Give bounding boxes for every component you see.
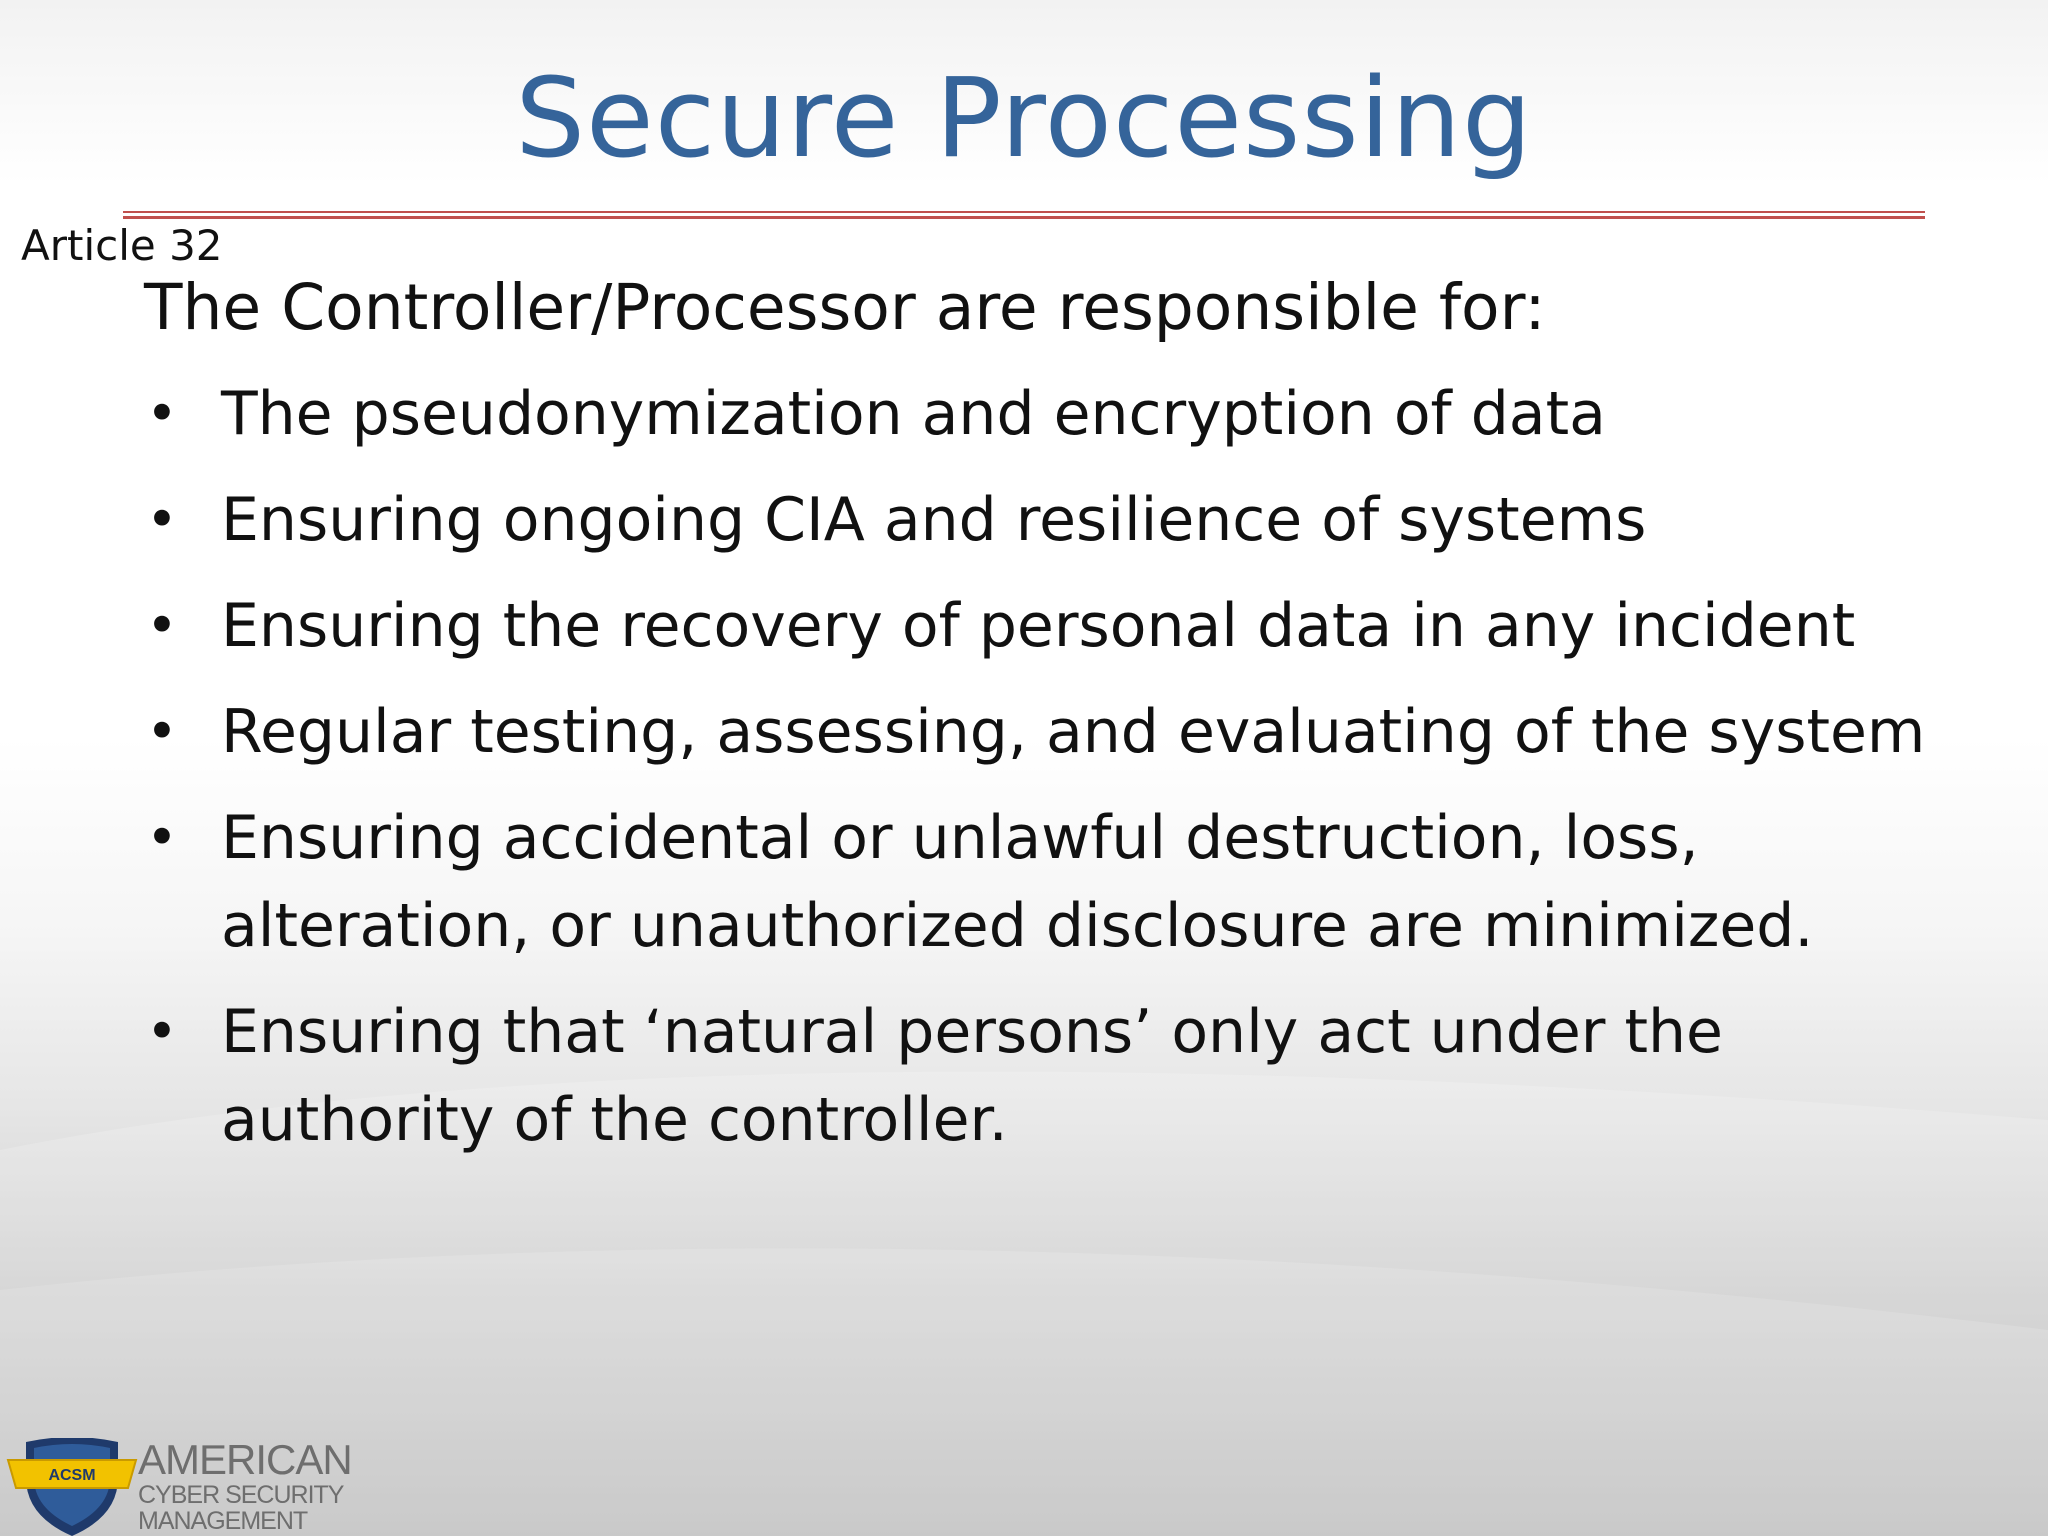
bullet-list	[144, 370, 2004, 1182]
logo-wordmark	[138, 1438, 352, 1534]
list-item	[144, 370, 2004, 458]
list-item	[144, 582, 2004, 670]
intro-text: The Controller/Processor are responsible for:	[144, 271, 1546, 344]
article-reference: Article 32	[21, 221, 223, 270]
logo-line-2: CYBER SECURITY	[138, 1481, 344, 1509]
slide-title: Secure Processing	[515, 54, 1533, 182]
logo-line-3: MANAGEMENT	[138, 1507, 308, 1535]
bullet-icon: •	[146, 488, 178, 551]
logo-badge-text: ACSM	[48, 1467, 96, 1484]
bullet-icon: •	[146, 806, 178, 869]
list-item	[144, 476, 2004, 564]
bullet-text: Ensuring accidental or unlawful destruction, loss, alteration, or unauthorized disclosure are minimized.	[221, 803, 1814, 961]
company-logo	[6, 1436, 352, 1536]
shield-icon	[6, 1438, 138, 1536]
list-item	[144, 688, 2004, 776]
bullet-icon: •	[146, 1000, 178, 1063]
bullet-text: Ensuring the recovery of personal data in any incident	[221, 591, 1856, 661]
bullet-text: The pseudonymization and encryption of data	[221, 379, 1606, 449]
bullet-text: Ensuring ongoing CIA and resilience of systems	[221, 485, 1647, 555]
title-divider	[123, 211, 1925, 219]
bullet-text: Regular testing, assessing, and evaluating of the system	[221, 697, 1926, 767]
bullet-icon: •	[146, 594, 178, 657]
list-item	[144, 988, 2004, 1164]
bullet-text: Ensuring that ‘natural persons’ only act under the authority of the controller.	[221, 997, 1723, 1155]
logo-line-1: AMERICAN	[138, 1436, 352, 1483]
list-item	[144, 794, 2004, 970]
bullet-icon: •	[146, 700, 178, 763]
bullet-icon: •	[146, 382, 178, 445]
